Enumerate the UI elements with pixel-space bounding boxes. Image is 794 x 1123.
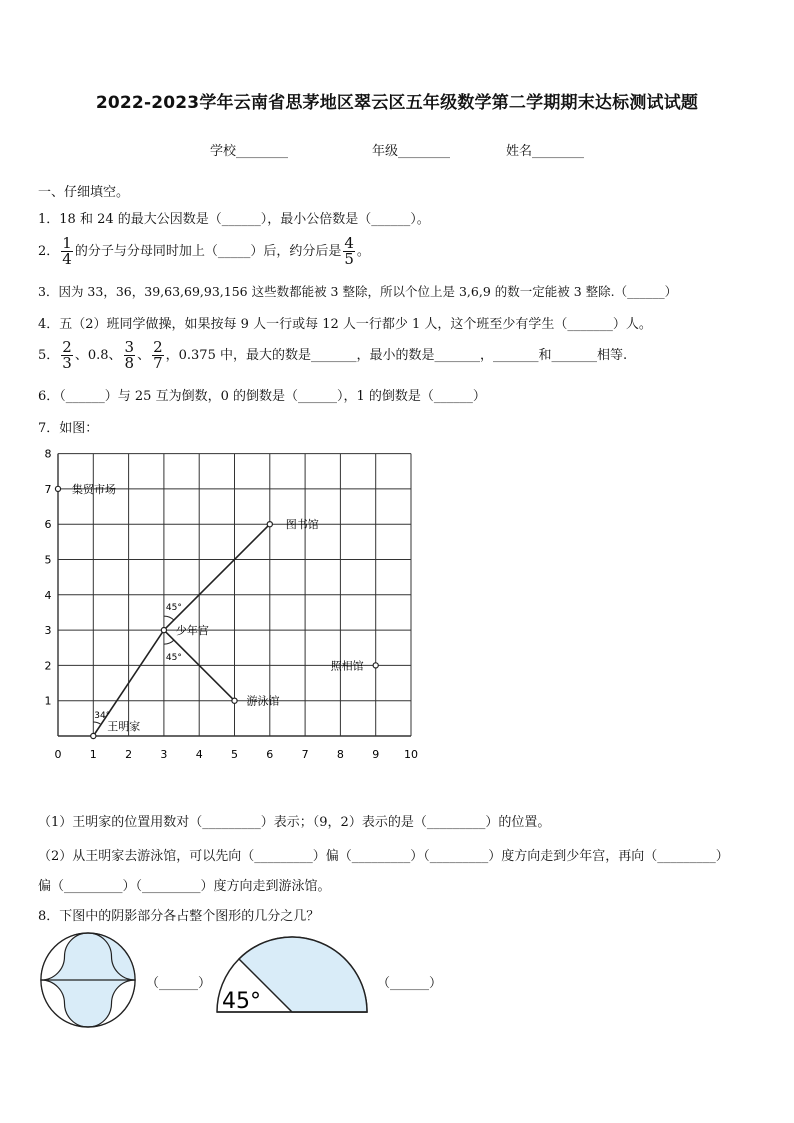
- fraction-3-8: $\frac{3}{8}$: [124, 338, 135, 372]
- x-tick-label: 6: [266, 748, 274, 761]
- q2-prefix: 2．: [38, 244, 60, 259]
- fraction-2-3: $\frac{2}{3}$: [62, 338, 72, 372]
- y-tick-label: 3: [44, 624, 52, 638]
- question-4: 4．五（2）班同学做操，如果按每 9 人一行或每 12 人一行都少 1 人，这个班至少有学生（_______）人。: [38, 317, 652, 332]
- x-tick-label: 8: [336, 748, 344, 761]
- place-point: [161, 628, 166, 633]
- x-tick-label: 4: [195, 748, 203, 761]
- place-point: [232, 698, 237, 703]
- question-3: 3．因为 33，36，39,63,69,93,156 这些数都能被 3 整除，所以个位上是 3,6,9 的数一定能被 3 整除.（______）: [38, 284, 678, 299]
- section-heading: 一、仔细填空。: [38, 185, 130, 200]
- place-point: [91, 733, 96, 738]
- school-field[interactable]: 学校________: [210, 144, 289, 159]
- y-tick-label: 5: [44, 553, 52, 567]
- place-point: [373, 663, 378, 668]
- angle-arc-bottom: [164, 640, 174, 644]
- question-7-2-line1: （2）从王明家去游泳馆，可以先向（_________）偏（_________）（_________）度方向走到少年宫，再向（_________）: [38, 849, 729, 864]
- question-1: 1．18 和 24 的最大公因数是（______），最小公倍数是（______）。: [38, 212, 430, 227]
- place-label: 照相馆: [330, 659, 364, 673]
- place-point: [55, 486, 60, 491]
- exam-title: 2022-2023学年云南省思茅地区翠云区五年级数学第二学期期末达标测试试题: [95, 93, 699, 113]
- question-2: [38, 236, 370, 267]
- y-tick-label: 1: [44, 694, 52, 708]
- coordinate-map: [34, 446, 434, 770]
- grid-svg: [34, 446, 434, 766]
- place-label: 少年宫: [175, 624, 209, 638]
- y-tick-label: 2: [44, 659, 52, 673]
- answer-blank-2[interactable]: （______）: [377, 976, 443, 991]
- x-tick-label: 10: [404, 748, 418, 761]
- grade-field[interactable]: 年级________: [372, 144, 451, 159]
- question-7-1: （1）王明家的位置用数对（_________）表示；（9，2）表示的是（_________）的位置。: [38, 815, 551, 830]
- x-tick-label: 5: [231, 748, 238, 761]
- name-field[interactable]: 姓名________: [506, 144, 585, 159]
- angle-45-label: 45°: [222, 989, 261, 1014]
- circle-figure: [38, 930, 138, 1034]
- x-tick-label: 7: [301, 748, 309, 761]
- angle-label-home: 34°: [94, 711, 111, 721]
- y-tick-label: 7: [44, 482, 52, 496]
- y-tick-label: 4: [44, 588, 52, 602]
- x-tick-label: 3: [160, 748, 168, 761]
- place-label: 图书馆: [285, 518, 319, 532]
- y-tick-label: 8: [44, 447, 52, 461]
- angle-arc-top: [164, 616, 174, 620]
- y-tick-label: 6: [44, 518, 52, 532]
- x-tick-label: 1: [89, 748, 97, 761]
- fraction-4-5: $\frac{4}{5}$: [344, 234, 354, 268]
- place-label: 游泳馆: [246, 694, 280, 708]
- angle-label-bottom: 45°: [165, 653, 182, 664]
- question-7: 7．如图：: [38, 421, 99, 436]
- question-5: 5． $\frac{2}{3}$ 、0.8、 $\frac{3}{8}$ 、 $\frac{2}{7}$ ，0.375 中，最大的数是_______，最小的数是_______，_______和_______相等.: [38, 338, 628, 372]
- question-8: 8．下图中的阴影部分各占整个图形的几分之几？: [38, 909, 320, 924]
- path-palace-to-library: [164, 524, 270, 630]
- place-label: 集贸市场: [72, 482, 116, 496]
- place-label: 王明家: [107, 720, 141, 733]
- question-6: 6．（______）与 25 互为倒数，0 的倒数是（______），1 的倒数是（______）: [38, 389, 486, 404]
- x-tick-label: 0: [54, 748, 62, 761]
- x-tick-label: 9: [372, 748, 380, 761]
- q2-text: 的分子与分母同时加上（_____）后，约分后是: [74, 244, 342, 259]
- semicircle-figure: [212, 934, 372, 1020]
- answer-blank-1[interactable]: （______）: [146, 976, 212, 991]
- q2-suffix: 。: [356, 244, 370, 259]
- question-7-2-line2: 偏（_________）（_________）度方向走到游泳馆。: [38, 879, 331, 894]
- x-tick-label: 2: [125, 748, 133, 761]
- angle-arc-home: [93, 722, 100, 724]
- angle-label-top: 45°: [165, 603, 182, 614]
- fraction-2-7: $\frac{2}{7}$: [153, 338, 163, 372]
- place-point: [267, 522, 272, 527]
- fraction-1-4: $\frac{1}{4}$: [62, 234, 72, 268]
